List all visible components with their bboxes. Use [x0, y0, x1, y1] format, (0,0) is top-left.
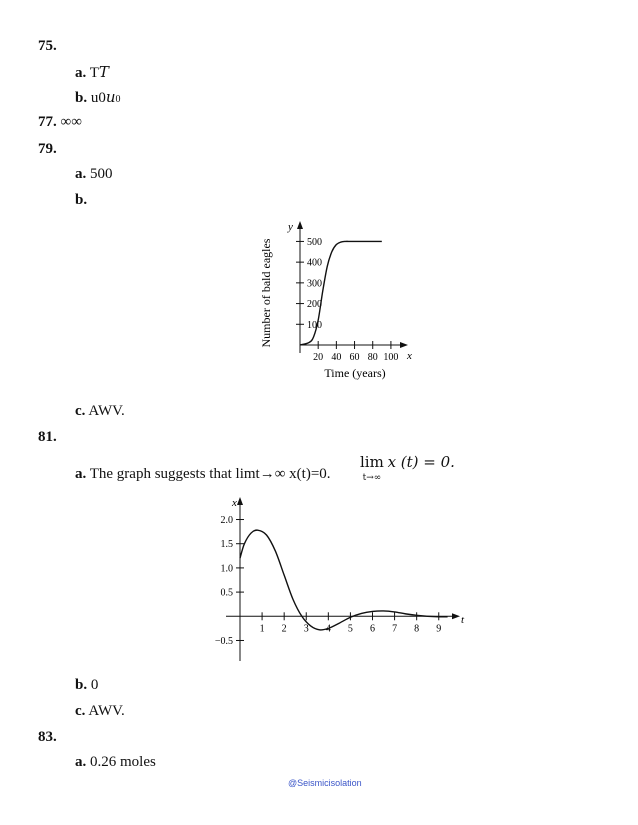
- chart2-x-axis-name: t: [461, 614, 465, 626]
- chart1-y-tick-label: 100: [307, 319, 322, 331]
- chart1-x-tick-label: 60: [349, 352, 360, 363]
- chart2-x-tick-label: 3: [303, 623, 309, 635]
- chart2-y-tick-label: −0.5: [214, 635, 233, 647]
- chart2-series-line: [240, 530, 448, 630]
- part-text: 500: [90, 166, 113, 182]
- limit-under: t→∞: [362, 473, 382, 483]
- problem-75-part-a: [75, 63, 109, 82]
- problem-75-part-b: [75, 88, 121, 107]
- chart2-x-tick-label: 8: [414, 623, 420, 635]
- chart1-y-tick-label: 300: [307, 278, 322, 290]
- problem-81-part-b: [75, 677, 98, 694]
- chart2-x-tick-label: 2: [281, 623, 287, 635]
- chart2-x-tick-label: 6: [370, 623, 375, 635]
- problem-77: [38, 114, 82, 131]
- part-text: 0: [90, 677, 99, 693]
- chart1-x-tick-label: 20: [313, 352, 324, 363]
- problem-75-number: 75.: [38, 38, 57, 54]
- part-label: a.: [75, 166, 87, 182]
- limit-expression: x (t) = 0.: [387, 453, 455, 471]
- part-label: a.: [75, 65, 87, 81]
- problem-79-number: 79.: [38, 141, 57, 157]
- xt-decay-chart: [200, 493, 480, 663]
- chart1-y-arrow: [297, 221, 303, 229]
- part-text: AWV.: [88, 403, 125, 419]
- chart2-y-axis-name: x: [232, 497, 237, 509]
- chart2-y-tick-label: 0.5: [220, 587, 233, 599]
- limit-display: [360, 453, 455, 489]
- limit-lim: lim: [360, 453, 384, 471]
- part-label: b.: [75, 677, 88, 693]
- problem-83-part-a: [75, 754, 156, 771]
- chart2-x-arrow: [452, 613, 460, 619]
- chart1-y-axis-name: y: [288, 221, 293, 233]
- problem-79-part-b: [75, 192, 87, 209]
- chart2-y-tick-label: 1.0: [220, 563, 233, 575]
- chart2-y-arrow: [237, 497, 243, 505]
- part-text: T: [89, 65, 99, 81]
- problem-79-part-c: [75, 403, 125, 420]
- chart1-x-tick-label: 100: [383, 352, 399, 363]
- part-math-subscript: 0: [115, 94, 121, 105]
- bald-eagle-chart: [250, 215, 430, 385]
- chart1-y-tick-label: 400: [307, 257, 322, 269]
- chart1-x-arrow: [400, 342, 408, 348]
- chart2-y-tick-label: 1.5: [220, 539, 233, 551]
- part-label: b.: [75, 192, 88, 208]
- chart1-x-tick-label: 80: [367, 352, 378, 363]
- part-label: c.: [75, 403, 86, 419]
- part-math: T: [98, 63, 109, 81]
- part-label: a.: [75, 466, 87, 482]
- part-label: c.: [75, 703, 86, 719]
- problem-83-number: 83.: [38, 729, 57, 745]
- problem-79-part-a: [75, 166, 113, 183]
- problem-81-part-a: [75, 466, 331, 483]
- part-math: u: [105, 88, 116, 106]
- chart1-y-tick-label: 200: [307, 299, 322, 311]
- chart1-xlabel: Time (years): [324, 366, 386, 380]
- chart2-x-tick-label: 4: [325, 623, 331, 635]
- part-text: The graph suggests that: [89, 466, 232, 482]
- part-text: u0: [90, 90, 106, 106]
- problem-77-text: ∞∞: [60, 114, 82, 130]
- chart2-x-tick-label: 5: [347, 623, 353, 635]
- part-label: b.: [75, 90, 88, 106]
- chart1-ylabel: Number of bald eagles: [259, 238, 273, 348]
- problem-77-number: 77.: [38, 114, 57, 130]
- chart1-y-tick-label: 500: [307, 236, 322, 248]
- chart1-x-tick-label: 40: [331, 352, 342, 363]
- part-text: 0.26 moles: [90, 754, 156, 770]
- part-label: a.: [75, 754, 87, 770]
- problem-81-part-c: [75, 703, 125, 720]
- part-text: AWV.: [88, 703, 125, 719]
- chart1-x-axis-name: x: [407, 350, 412, 362]
- watermark: @Seismicisolation: [288, 778, 362, 788]
- chart2-x-tick-label: 9: [436, 623, 442, 635]
- chart2-y-tick-label: 2.0: [220, 515, 233, 527]
- problem-81-number: 81.: [38, 429, 57, 445]
- part-inline-limit: limt→∞ x(t)=0.: [235, 466, 331, 482]
- chart2-x-tick-label: 1: [259, 623, 265, 635]
- chart2-x-tick-label: 7: [392, 623, 398, 635]
